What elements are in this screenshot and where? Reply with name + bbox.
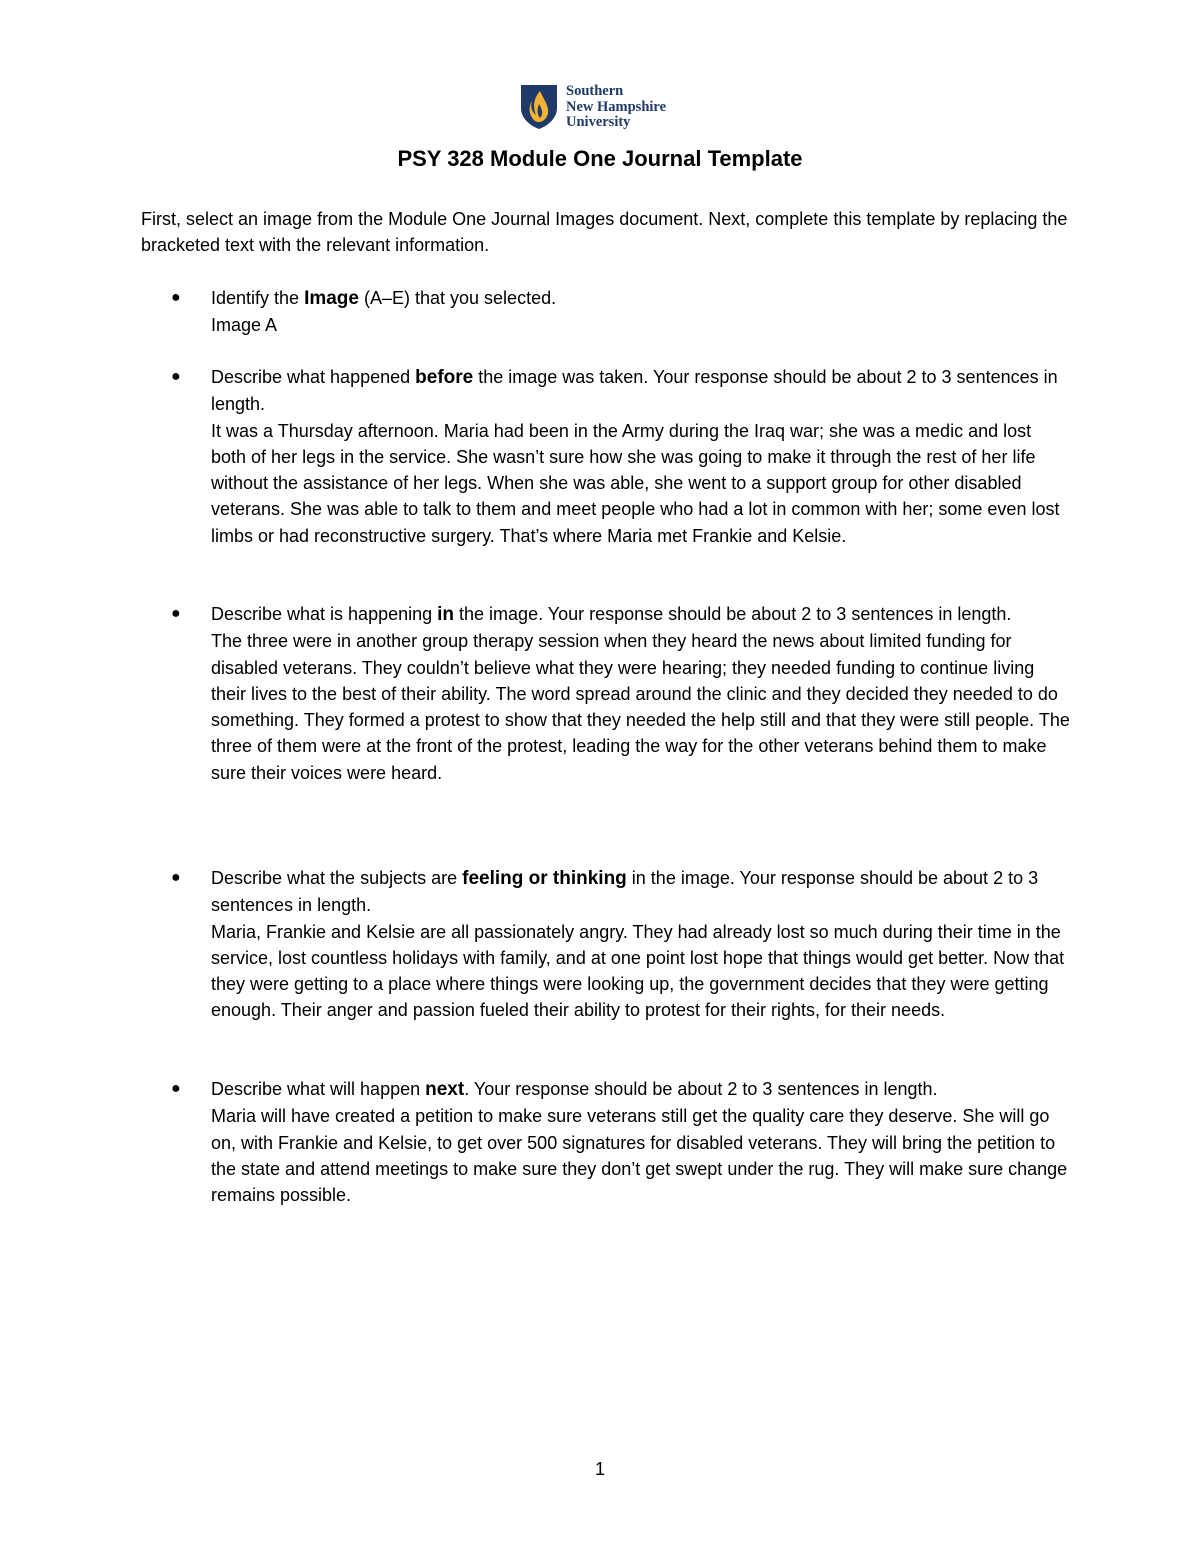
prompt	[211, 865, 1071, 919]
shield-flame-icon	[520, 84, 558, 130]
bullet-icon: ●	[171, 289, 181, 306]
prompt-text: the image was taken. Your response should be about 2 to 3 sentences in length.	[211, 367, 1058, 415]
list-item-next	[171, 1076, 1071, 1208]
bullet-icon: ●	[171, 605, 181, 622]
prompt-emphasis: in	[437, 604, 455, 625]
prompt-text: in the image. Your response should be about 2 to 3 sentences in length.	[211, 868, 1039, 916]
prompt-text: Describe what will happen	[211, 1079, 426, 1099]
prompt	[211, 1076, 1071, 1103]
prompt-text: (A–E) that you selected.	[358, 288, 557, 308]
list-item-feelings	[171, 865, 1071, 1024]
prompt-text: Describe what the subjects are	[211, 868, 463, 888]
list-item-during	[171, 601, 1071, 786]
bullet-icon: ●	[171, 869, 181, 886]
page-number: 1	[594, 1459, 605, 1479]
prompt-emphasis: Image	[304, 288, 359, 309]
prompt	[211, 285, 1071, 312]
prompt-emphasis: feeling or thinking	[462, 868, 627, 889]
response: Maria will have created a petition to make sure veterans still get the quality care they deserve. She will go on, with Frankie and Kelsie, to get over 500 signatures for disabled veterans. They will bring the petition to the state and attend meetings to make sure they don’t get swept under the rug. They will make sure change remains possible.	[211, 1106, 1068, 1206]
university-logo	[520, 84, 666, 131]
response: Maria, Frankie and Kelsie are all passionately angry. They had already lost so much during their time in the service, lost countless holidays with family, and at one point lost hope that things would get better. Now that they were getting to a place where things were looking up, the government decides that they were getting enough. Their anger and passion fueled their ability to protest for their rights, for their needs.	[211, 921, 1065, 1021]
logo-line-2: New Hampshire	[566, 98, 667, 115]
prompt	[211, 364, 1071, 418]
prompt-text: . Your response should be about 2 to 3 sentences in length.	[464, 1079, 938, 1099]
prompt-text: Describe what is happening	[211, 604, 438, 624]
prompt	[211, 601, 1071, 628]
bullet-icon: ●	[171, 368, 181, 385]
logo-line-3: University	[566, 114, 631, 130]
prompt-text: Identify the	[211, 288, 305, 308]
intro-paragraph: First, select an image from the Module One Journal Images document. Next, complete this template by replacing the bracketed text with the relevant information.	[141, 209, 1068, 256]
list-item-before	[171, 364, 1071, 549]
response: The three were in another group therapy session when they heard the news about limited funding for disabled veterans. They couldn’t believe what they were hearing; they needed funding to continue living their lives to the best of their ability. The word spread around the clinic and they decided they needed to do something. They formed a protest to show that they needed the help still and that they were still people. The three of them were at the front of the protest, leading the way for the other veterans behind them to make sure their voices were heard.	[211, 631, 1070, 783]
response: It was a Thursday afternoon. Maria had been in the Army during the Iraq war; she was a medic and lost both of her legs in the service. She wasn’t sure how she was going to make it through the rest of her life without the assistance of her legs. When she was able, she went to a support group for other disabled veterans. She was able to talk to them and meet people who had a lot in common with her; some even lost limbs or had reconstructive surgery. That’s where Maria met Frankie and Kelsie.	[211, 420, 1060, 546]
list-item-image-selection	[171, 285, 1071, 339]
prompt-emphasis: next	[425, 1079, 465, 1100]
prompt-emphasis: before	[415, 367, 474, 388]
bullet-icon: ●	[171, 1080, 181, 1097]
response: Image A	[211, 315, 278, 336]
document-title: PSY 328 Module One Journal Template	[397, 146, 803, 171]
logo-line-1: Southern	[566, 83, 624, 99]
prompt-text: Describe what happened	[211, 367, 416, 387]
logo-wordmark	[566, 84, 666, 131]
prompt-text: the image. Your response should be about 2 to 3 sentences in length.	[454, 604, 1012, 624]
